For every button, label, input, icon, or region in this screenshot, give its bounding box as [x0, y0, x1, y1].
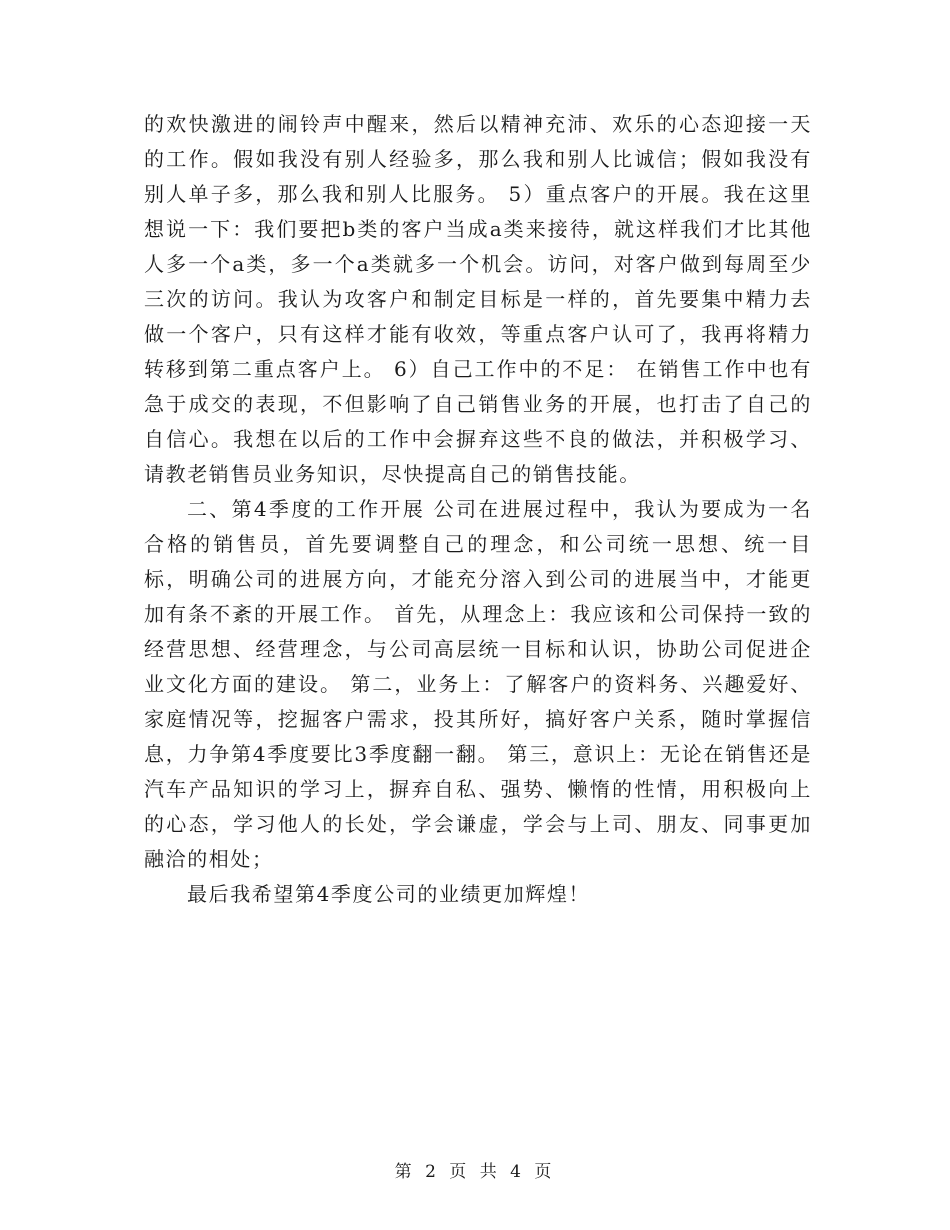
- paragraph-closing-wish: 最后我希望第4季度公司的业绩更加辉煌！: [187, 882, 591, 906]
- page-number-footer: 第 2 页 共 4 页: [394, 1162, 556, 1182]
- paragraph-q4-work-plan: 二、第4季度的工作开展 公司在进展过程中，我认为要成为一名合格的销售员，首先要调整自己的理念，和公司统一思想、统一目标，明确公司的进展方向，才能充分溶入到公司的进展当中，才能更加有条不紊的开展工作。 首先，从理念上：我应该和公司保持一致的经营思想、经营理念，与公司高层统一目标和认识，协助公司促进企业文化方面的建设。 第二，业务上：了解客户的资料务、兴趣爱好、家庭情况等，挖掘客户需求，投其所好，搞好客户关系，随时掌握信息，力争第4季度要比3季度翻一翻。 第三，意识上：无论在销售还是汽车产品知识的学习上，摒弃自私、强势、懒惰的性情，用积极向上的心态，学习他人的长处，学会谦虚，学会与上司、朋友、同事更加融洽的相处；: [144, 497, 812, 871]
- document-body: [144, 107, 812, 912]
- paragraph-sales-practices: 的欢快激进的闹铃声中醒来，然后以精神充沛、欢乐的心态迎接一天的工作。假如我没有别人经验多，那么我和别人比诚信；假如我没有别人单子多，那么我和别人比服务。 5）重点客户的开展。我在这里想说一下：我们要把b类的客户当成a类来接待，就这样我们才比其他人多一个a类，多一个a类就多一个机会。访问，对客户做到每周至少三次的访问。我认为攻客户和制定目标是一样的，首先要集中精力去做一个客户，只有这样才能有收效，等重点客户认可了，我再将精力转移到第二重点客户上。 6）自己工作中的不足： 在销售工作中也有急于成交的表现，不但影响了自己销售业务的开展，也打击了自己的自信心。我想在以后的工作中会摒弃这些不良的做法，并积极学习、请教老销售员业务知识，尽快提高自己的销售技能。: [144, 112, 812, 486]
